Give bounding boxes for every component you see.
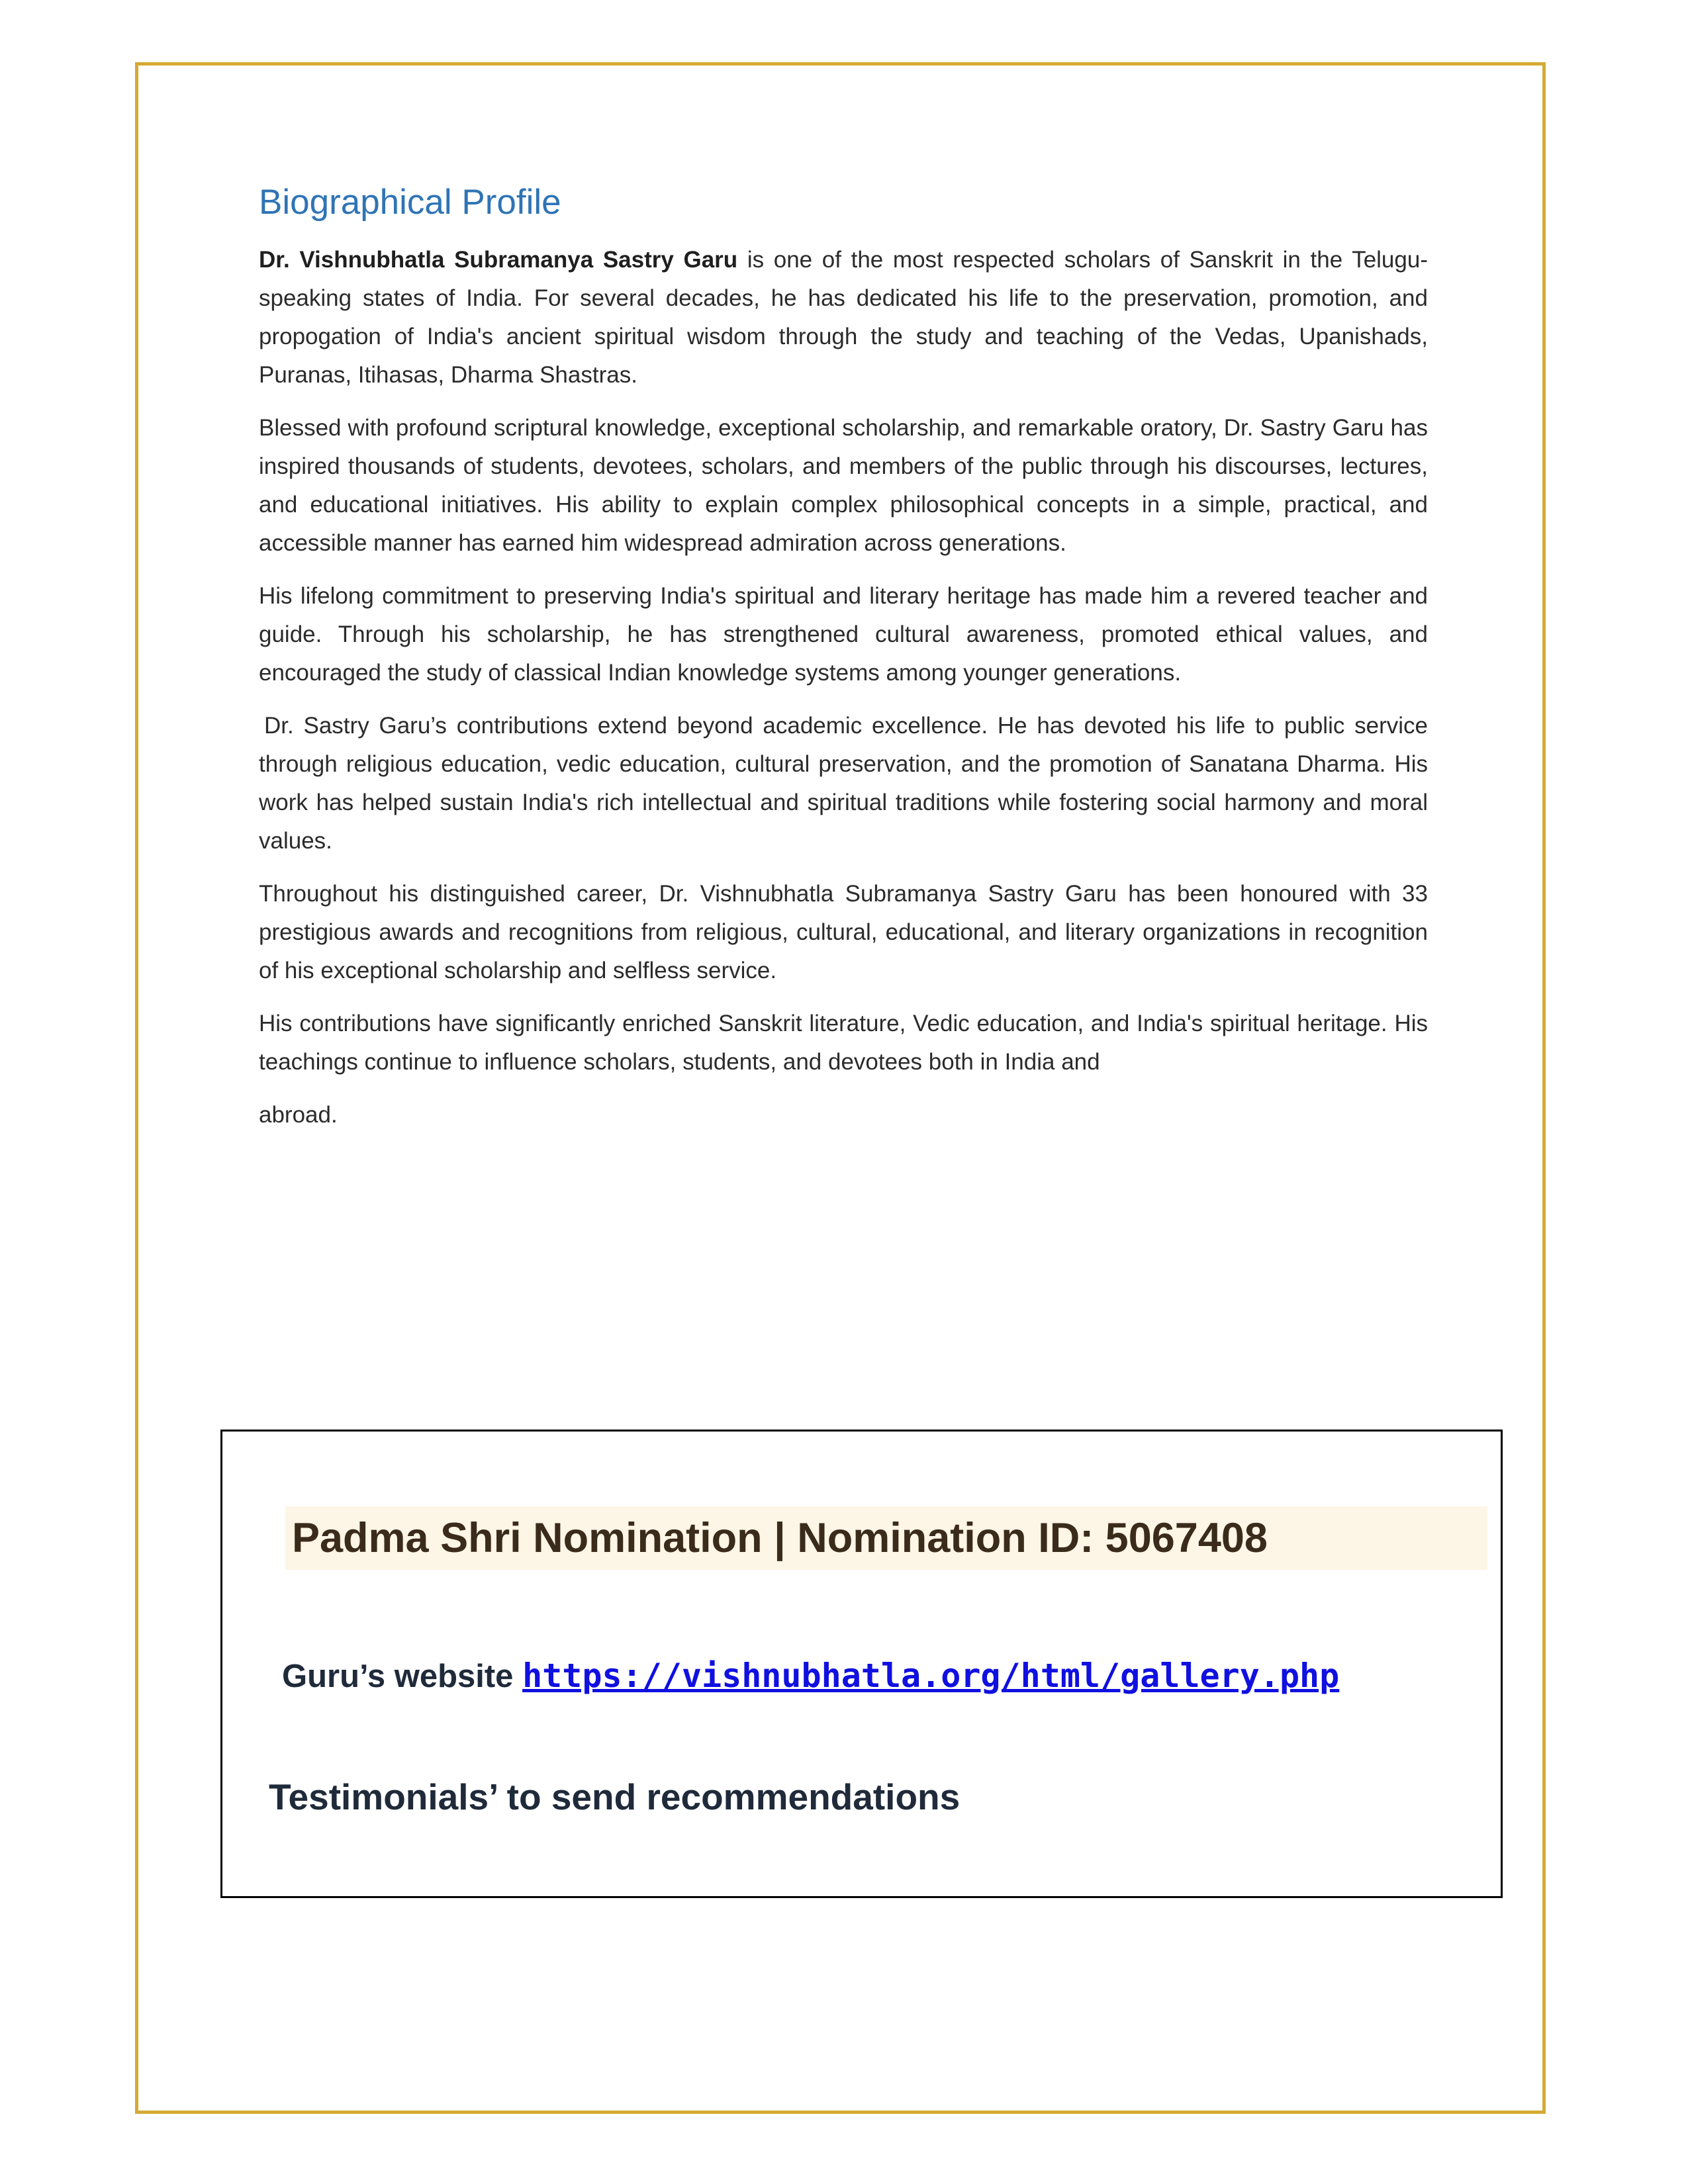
- nomination-box: [220, 1430, 1503, 1898]
- profile-paragraph-1: [259, 241, 1428, 394]
- profile-paragraph-5: Throughout his distinguished career, Dr. Vishnubhatla Subramanya Sastry Garu has been honoured with 33 prestigious awards and recognitions from religious, cultural, educational, and literary organizations in recognition of his exceptional scholarship and selfless service.: [259, 881, 1428, 983]
- guru-website-line: [282, 1657, 1339, 1695]
- nomination-banner: [285, 1506, 1487, 1570]
- scholar-name: Dr. Vishnubhatla Subramanya Sastry Garu: [259, 247, 738, 273]
- profile-title: Biographical Profile: [259, 183, 561, 222]
- website-link[interactable]: https://vishnubhatla.org/html/gallery.php: [522, 1657, 1340, 1695]
- profile-paragraph-3: His lifelong commitment to preserving India's spiritual and literary heritage has made him a revered teacher and guide. Through his scholarship, he has strengthened cultural awareness, promoted ethical values, and encouraged the study of classical Indian knowledge systems among younger generations.: [259, 583, 1428, 686]
- profile-paragraph-6: [259, 1005, 1428, 1134]
- biographical-profile: [259, 182, 1428, 1149]
- testimonials-heading: Testimonials’ to send recommendations: [269, 1776, 961, 1817]
- profile-paragraph-2: Blessed with profound scriptural knowledge, exceptional scholarship, and remarkable oratory, Dr. Sastry Garu has inspired thousands of students, devotees, scholars, and members of the public through his discourses, lectures, and educational initiatives. His ability to explain complex philosophical concepts in a simple, practical, and accessible manner has earned him widespread admiration across generations.: [259, 415, 1428, 556]
- website-label: Guru’s website: [282, 1659, 523, 1694]
- profile-paragraph-4: Dr. Sastry Garu’s contributions extend beyond academic excellence. He has devoted his life to public service through religious education, vedic education, cultural preservation, and the promotion of Sanatana Dharma. His work has helped sustain India's rich intellectual and spiritual traditions while fostering social harmony and moral values.: [259, 713, 1428, 854]
- paragraph-6-tail: abroad.: [259, 1102, 338, 1128]
- paragraph-6-text: His contributions have significantly enriched Sanskrit literature, Vedic education, and India's spiritual heritage. His teachings continue to influence scholars, students, and devotees both in India and: [259, 1011, 1428, 1075]
- nomination-heading: Padma Shri Nomination | Nomination ID: 5067408: [292, 1515, 1268, 1561]
- paragraph-1-text: is one of the most respected scholars of Sanskrit in the Telugu-speaking states of India. For several decades, he has dedicated his life to the preservation, promotion, and propogation of India's ancient spiritual wisdom through the study and teaching of the Vedas, Upanishads, Puranas, Itihasas, Dharma Shastras.: [259, 247, 1428, 388]
